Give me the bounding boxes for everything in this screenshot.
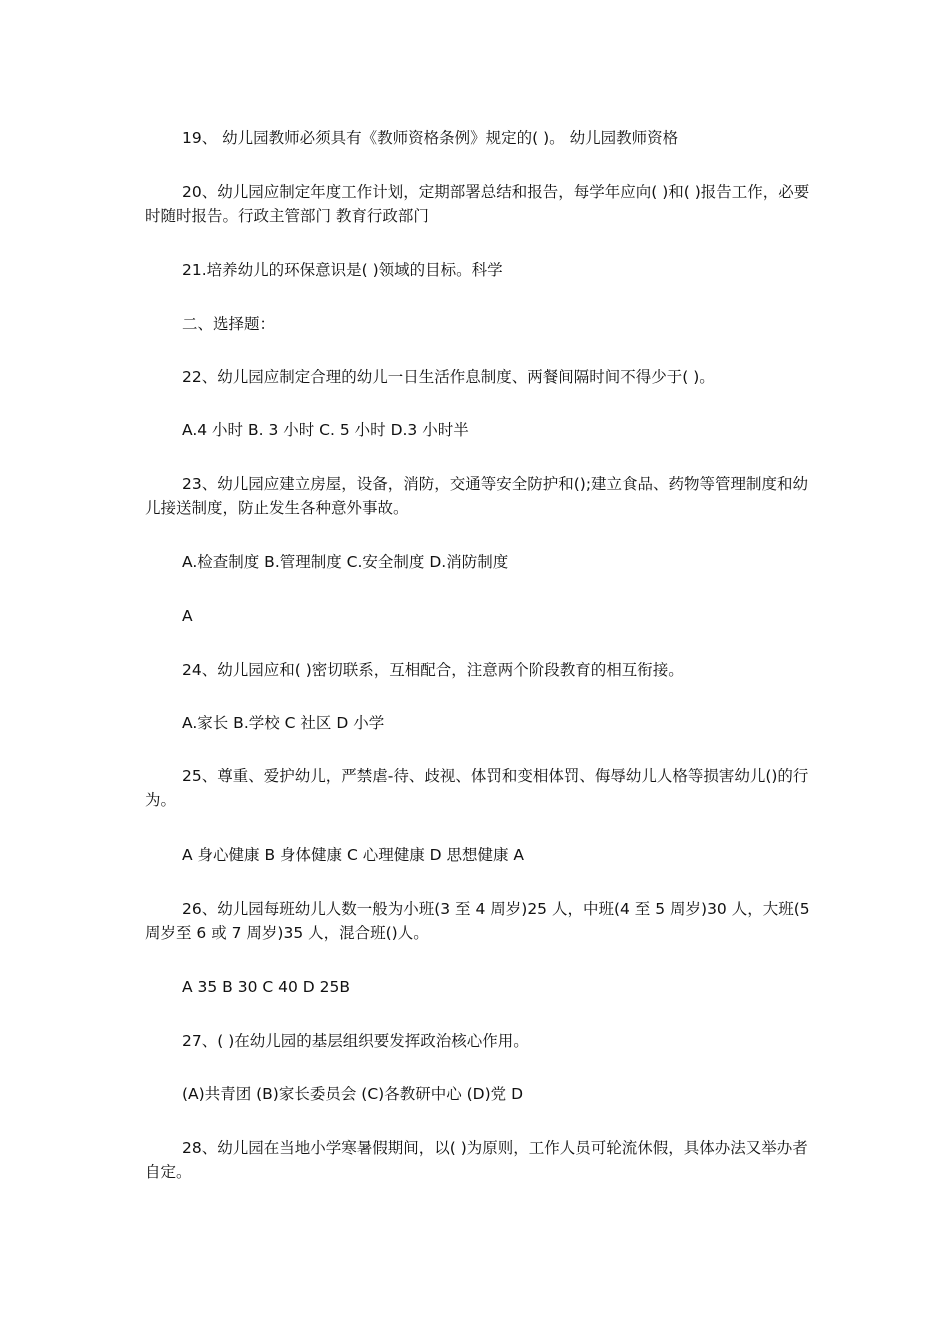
question-24-options: A.家长 B.学校 C 社区 D 小学 <box>182 714 385 732</box>
question-28: 28、幼儿园在当地小学寒暑假期间，以( )为原则，工作人员可轮流休假，具体办法又举办者自定。 <box>145 1139 808 1181</box>
question-25: 25、尊重、爱护幼儿，严禁虐-待、歧视、体罚和变相体罚、侮辱幼儿人格等损害幼儿()的行为。 <box>145 767 809 809</box>
question-22-options: A.4 小时 B. 3 小时 C. 5 小时 D.3 小时半 <box>182 421 469 439</box>
question-20: 20、幼儿园应制定年度工作计划，定期部署总结和报告，每学年应向( )和( )报告工作，必要时随时报告。行政主管部门 教育行政部门 <box>145 183 810 225</box>
section-heading-choice: 二、选择题： <box>182 315 276 333</box>
question-23-options: A.检查制度 B.管理制度 C.安全制度 D.消防制度 <box>182 553 509 571</box>
question-26: 26、幼儿园每班幼儿人数一般为小班(3 至 4 周岁)25 人，中班(4 至 5 周岁)30 人，大班(5 周岁至 6 或 7 周岁)35 人，混合班()人。 <box>145 900 810 942</box>
question-23-answer: A <box>182 607 193 625</box>
question-21: 21.培养幼儿的环保意识是( )领域的目标。科学 <box>182 261 503 279</box>
question-27-options: (A)共青团 (B)家长委员会 (C)各教研中心 (D)党 D <box>182 1085 524 1103</box>
question-27: 27、( )在幼儿园的基层组织要发挥政治核心作用。 <box>182 1032 529 1050</box>
question-25-options: A 身心健康 B 身体健康 C 心理健康 D 思想健康 A <box>182 846 525 864</box>
question-22: 22、幼儿园应制定合理的幼儿一日生活作息制度、两餐间隔时间不得少于( )。 <box>182 368 715 386</box>
question-24: 24、幼儿园应和( )密切联系，互相配合，注意两个阶段教育的相互衔接。 <box>182 661 684 679</box>
question-19: 19、 幼儿园教师必须具有《教师资格条例》规定的( )。 幼儿园教师资格 <box>182 129 679 147</box>
question-26-options: A 35 B 30 C 40 D 25B <box>182 978 351 996</box>
question-23: 23、幼儿园应建立房屋，设备，消防，交通等安全防护和();建立食品、药物等管理制度和幼儿接送制度，防止发生各种意外事故。 <box>145 475 809 517</box>
